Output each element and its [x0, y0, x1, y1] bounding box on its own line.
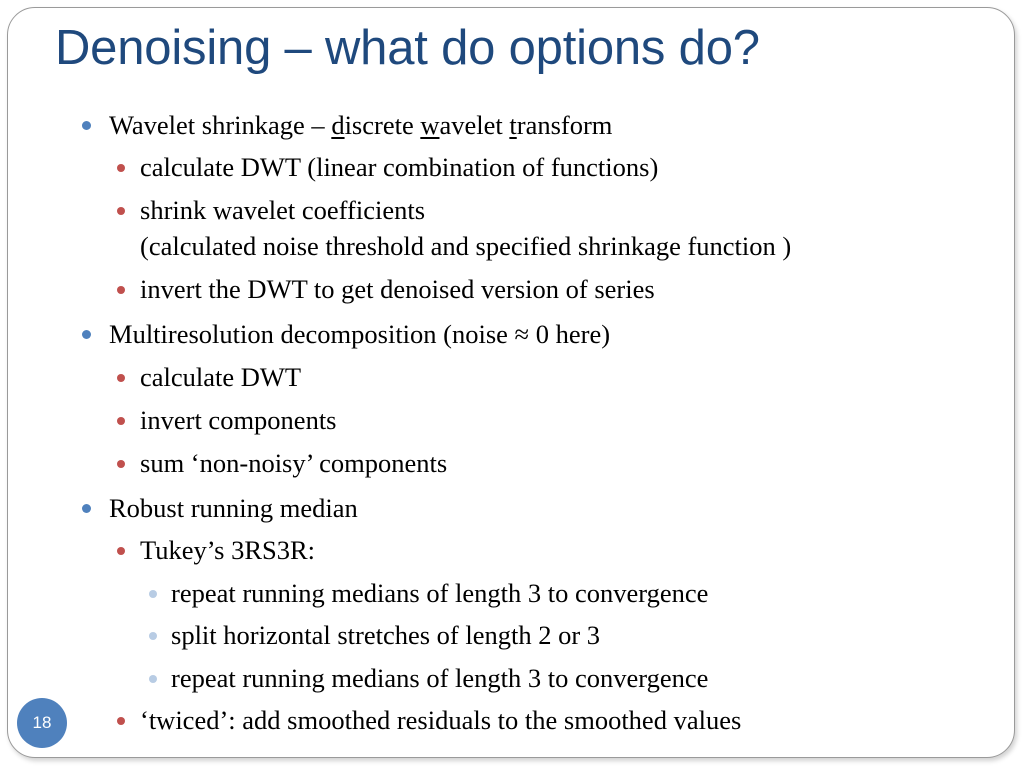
bullet-level2-icon: [117, 207, 125, 215]
bullet-level1-icon: [82, 121, 91, 130]
underlined-letter: d: [331, 110, 345, 140]
bullet-level2-icon: [117, 717, 125, 725]
list-item: repeat running medians of length 3 to convergence: [171, 663, 709, 693]
list-item: shrink wavelet coefficients: [140, 195, 426, 225]
list-item: split horizontal stretches of length 2 or 3: [171, 620, 601, 650]
underlined-letter: w: [420, 110, 440, 140]
bullet-wavelet-shrinkage: [109, 109, 612, 141]
bullet-level1-icon: [82, 504, 91, 513]
bullet-level3-icon: [149, 632, 157, 640]
wavelet-word: iscrete: [344, 110, 421, 140]
list-item-continuation: (calculated noise threshold and specified shrinkage function ): [140, 231, 792, 261]
list-item: calculate DWT: [140, 362, 302, 392]
list-item: sum ‘non-noisy’ components: [140, 448, 448, 478]
list-item: calculate DWT (linear combination of functions): [140, 152, 659, 182]
bullet-level2-icon: [117, 417, 125, 425]
wavelet-prefix-text: Wavelet shrinkage –: [109, 110, 332, 140]
bullet-level2-icon: [117, 374, 125, 382]
bullet-multiresolution: Multiresolution decomposition (noise ≈ 0 here): [109, 319, 611, 349]
bullet-level3-icon: [149, 675, 157, 683]
bullet-level2-icon: [117, 286, 125, 294]
list-item: Tukey’s 3RS3R:: [140, 535, 316, 565]
list-item: invert the DWT to get denoised version of series: [140, 274, 655, 304]
underlined-letter: t: [509, 110, 517, 140]
list-item: repeat running medians of length 3 to convergence: [171, 578, 709, 608]
bullet-level1-icon: [82, 330, 91, 339]
bullet-running-median: Robust running median: [109, 493, 358, 523]
list-item: ‘twiced’: add smoothed residuals to the smoothed values: [140, 705, 742, 735]
page-number-badge: 18: [17, 698, 67, 748]
wavelet-word: ransform: [516, 110, 613, 140]
list-item: invert components: [140, 405, 337, 435]
bullet-level2-icon: [117, 547, 125, 555]
bullet-level3-icon: [149, 590, 157, 598]
wavelet-word: avelet: [439, 110, 510, 140]
bullet-level2-icon: [117, 460, 125, 468]
bullet-level2-icon: [117, 164, 125, 172]
slide-title: Denoising – what do options do?: [55, 21, 760, 75]
